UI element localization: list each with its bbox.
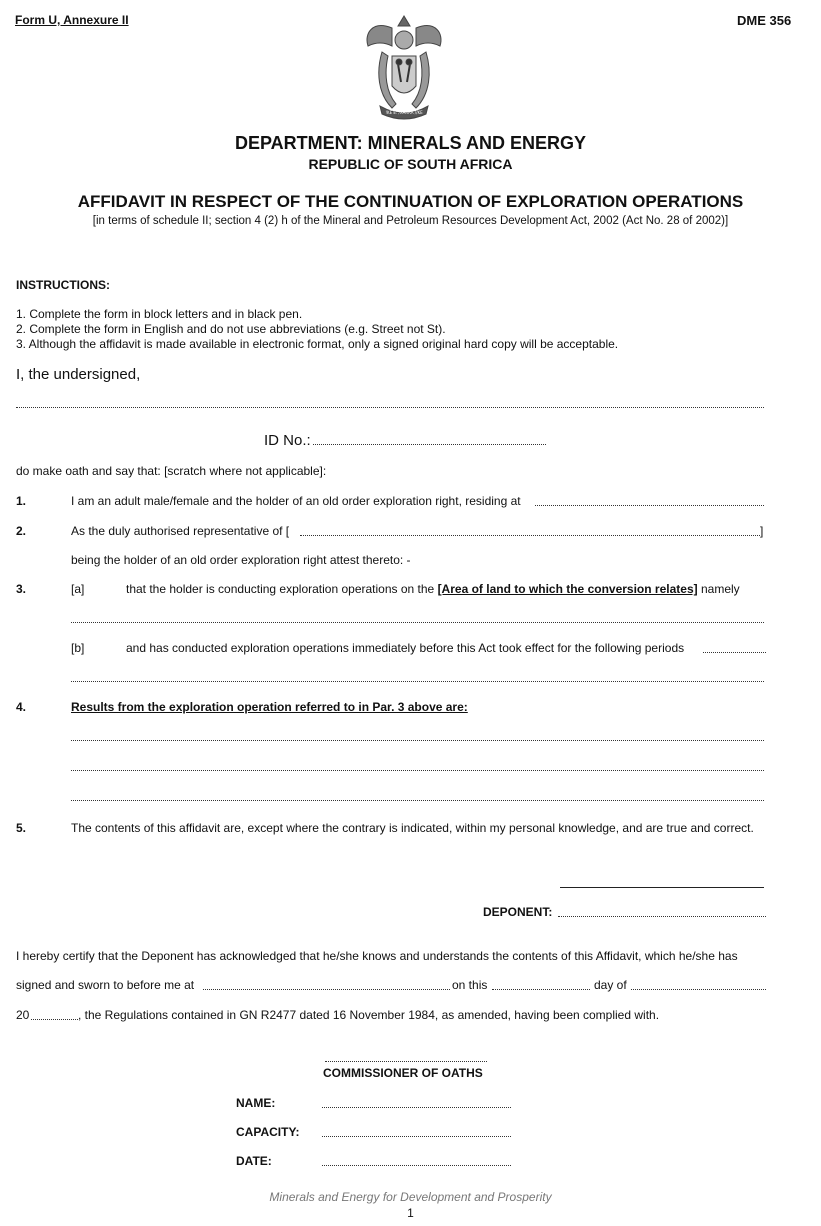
commissioner-capacity-label: CAPACITY: bbox=[236, 1125, 300, 1139]
paragraph-number: 4. bbox=[16, 700, 27, 714]
page-number: 1 bbox=[407, 1206, 414, 1220]
footer-slogan: Minerals and Energy for Development and Prosperity bbox=[269, 1190, 552, 1204]
id-label: ID No.: bbox=[264, 432, 311, 449]
commissioner-signature-line[interactable] bbox=[325, 1061, 487, 1062]
commissioner-name-field[interactable] bbox=[322, 1107, 511, 1108]
undersigned-label: I, the undersigned, bbox=[16, 366, 141, 383]
paragraph-number: 2. bbox=[16, 524, 27, 538]
deponent-fill-line[interactable] bbox=[558, 916, 766, 917]
affidavit-subtitle: [in terms of schedule II; section 4 (2) h of the Mineral and Petroleum Resources Development Act, 2002 (Act No. 28 of 2002)] bbox=[92, 215, 729, 227]
paragraph-number: 3. bbox=[16, 582, 27, 596]
republic-title: REPUBLIC OF SOUTH AFRICA bbox=[308, 156, 513, 172]
instructions-heading: INSTRUCTIONS: bbox=[16, 278, 110, 292]
day-fill-line[interactable] bbox=[492, 989, 590, 990]
certification-year-label: 20 bbox=[16, 1008, 30, 1022]
certification-day-of-label: day of bbox=[594, 978, 627, 992]
paragraph-3b-label: [b] bbox=[71, 641, 85, 655]
paragraph-5-text: The contents of this affidavit are, except where the contrary is indicated, within my personal knowledge, and are true and correct. bbox=[71, 821, 754, 835]
paragraph-3a-label: [a] bbox=[71, 582, 85, 596]
form-reference: Form U, Annexure II bbox=[15, 13, 129, 27]
commissioner-title: COMMISSIONER OF OATHS bbox=[323, 1066, 483, 1080]
paragraph-3a-text bbox=[126, 582, 740, 596]
area-fill-line[interactable] bbox=[71, 622, 764, 623]
department-title: DEPARTMENT: MINERALS AND ENERGY bbox=[234, 133, 586, 153]
commissioner-date-label: DATE: bbox=[236, 1154, 272, 1168]
deponent-label: DEPONENT: bbox=[483, 905, 553, 919]
oath-statement: do make oath and say that: [scratch where not applicable]: bbox=[16, 464, 327, 478]
form-code: DME 356 bbox=[737, 13, 792, 28]
residence-fill-line[interactable] bbox=[535, 505, 764, 506]
paragraph-4-heading: Results from the exploration operation referred to in Par. 3 above are: bbox=[71, 700, 468, 714]
paragraph-number: 1. bbox=[16, 494, 27, 508]
periods-fill-line[interactable] bbox=[703, 652, 766, 653]
certification-line-3: , the Regulations contained in GN R2477 dated 16 November 1984, as amended, having been complied with. bbox=[78, 1008, 660, 1022]
instruction-item: 3. Although the affidavit is made available in electronic format, only a signed original hard copy will be acceptable. bbox=[16, 337, 619, 351]
name-fill-line[interactable] bbox=[16, 407, 764, 408]
representative-fill-line[interactable] bbox=[300, 535, 760, 536]
commissioner-date-field[interactable] bbox=[322, 1165, 511, 1166]
area-of-land-reference: [Area of land to which the conversion relates] bbox=[437, 582, 698, 596]
periods-fill-line[interactable] bbox=[71, 681, 764, 682]
coat-of-arms-logo bbox=[362, 12, 446, 120]
results-fill-line[interactable] bbox=[71, 800, 764, 801]
certification-place-label: signed and sworn to before me at bbox=[16, 978, 195, 992]
bracket-close: ] bbox=[760, 524, 764, 538]
paragraph-number: 5. bbox=[16, 821, 27, 835]
certification-line-1: I hereby certify that the Deponent has acknowledged that he/she knows and understands the contents of this Affidavit, which he/she has bbox=[16, 949, 738, 963]
commissioner-name-label: NAME: bbox=[236, 1096, 276, 1110]
instruction-item: 1. Complete the form in block letters and in black pen. bbox=[16, 307, 303, 321]
results-fill-line[interactable] bbox=[71, 770, 764, 771]
commissioner-capacity-field[interactable] bbox=[322, 1136, 511, 1137]
id-fill-line[interactable] bbox=[313, 444, 546, 445]
paragraph-3a-lead: that the holder is conducting exploration operations on the bbox=[126, 582, 435, 596]
affidavit-title: AFFIDAVIT IN RESPECT OF THE CONTINUATION OF EXPLORATION OPERATIONS bbox=[77, 192, 744, 211]
certification-on-this-label: on this bbox=[452, 978, 488, 992]
paragraph-1-text: I am an adult male/female and the holder of an old order exploration right, residing at bbox=[71, 494, 521, 508]
place-fill-line[interactable] bbox=[203, 989, 450, 990]
paragraph-2-continuation: being the holder of an old order exploration right attest thereto: - bbox=[71, 553, 411, 567]
deponent-signature-line[interactable] bbox=[560, 887, 764, 888]
results-fill-line[interactable] bbox=[71, 740, 764, 741]
year-fill-line[interactable] bbox=[31, 1019, 78, 1020]
paragraph-3a-end: namely bbox=[700, 582, 740, 596]
month-fill-line[interactable] bbox=[631, 989, 766, 990]
paragraph-3b-text: and has conducted exploration operations immediately before this Act took effect for the following periods bbox=[126, 641, 685, 655]
paragraph-2-text: As the duly authorised representative of [ bbox=[71, 524, 290, 538]
instruction-item: 2. Complete the form in English and do not use abbreviations (e.g. Street not St). bbox=[16, 322, 446, 336]
svg-text:!KE E: /XARRA //KE: !KE E: /XARRA //KE bbox=[385, 110, 423, 115]
